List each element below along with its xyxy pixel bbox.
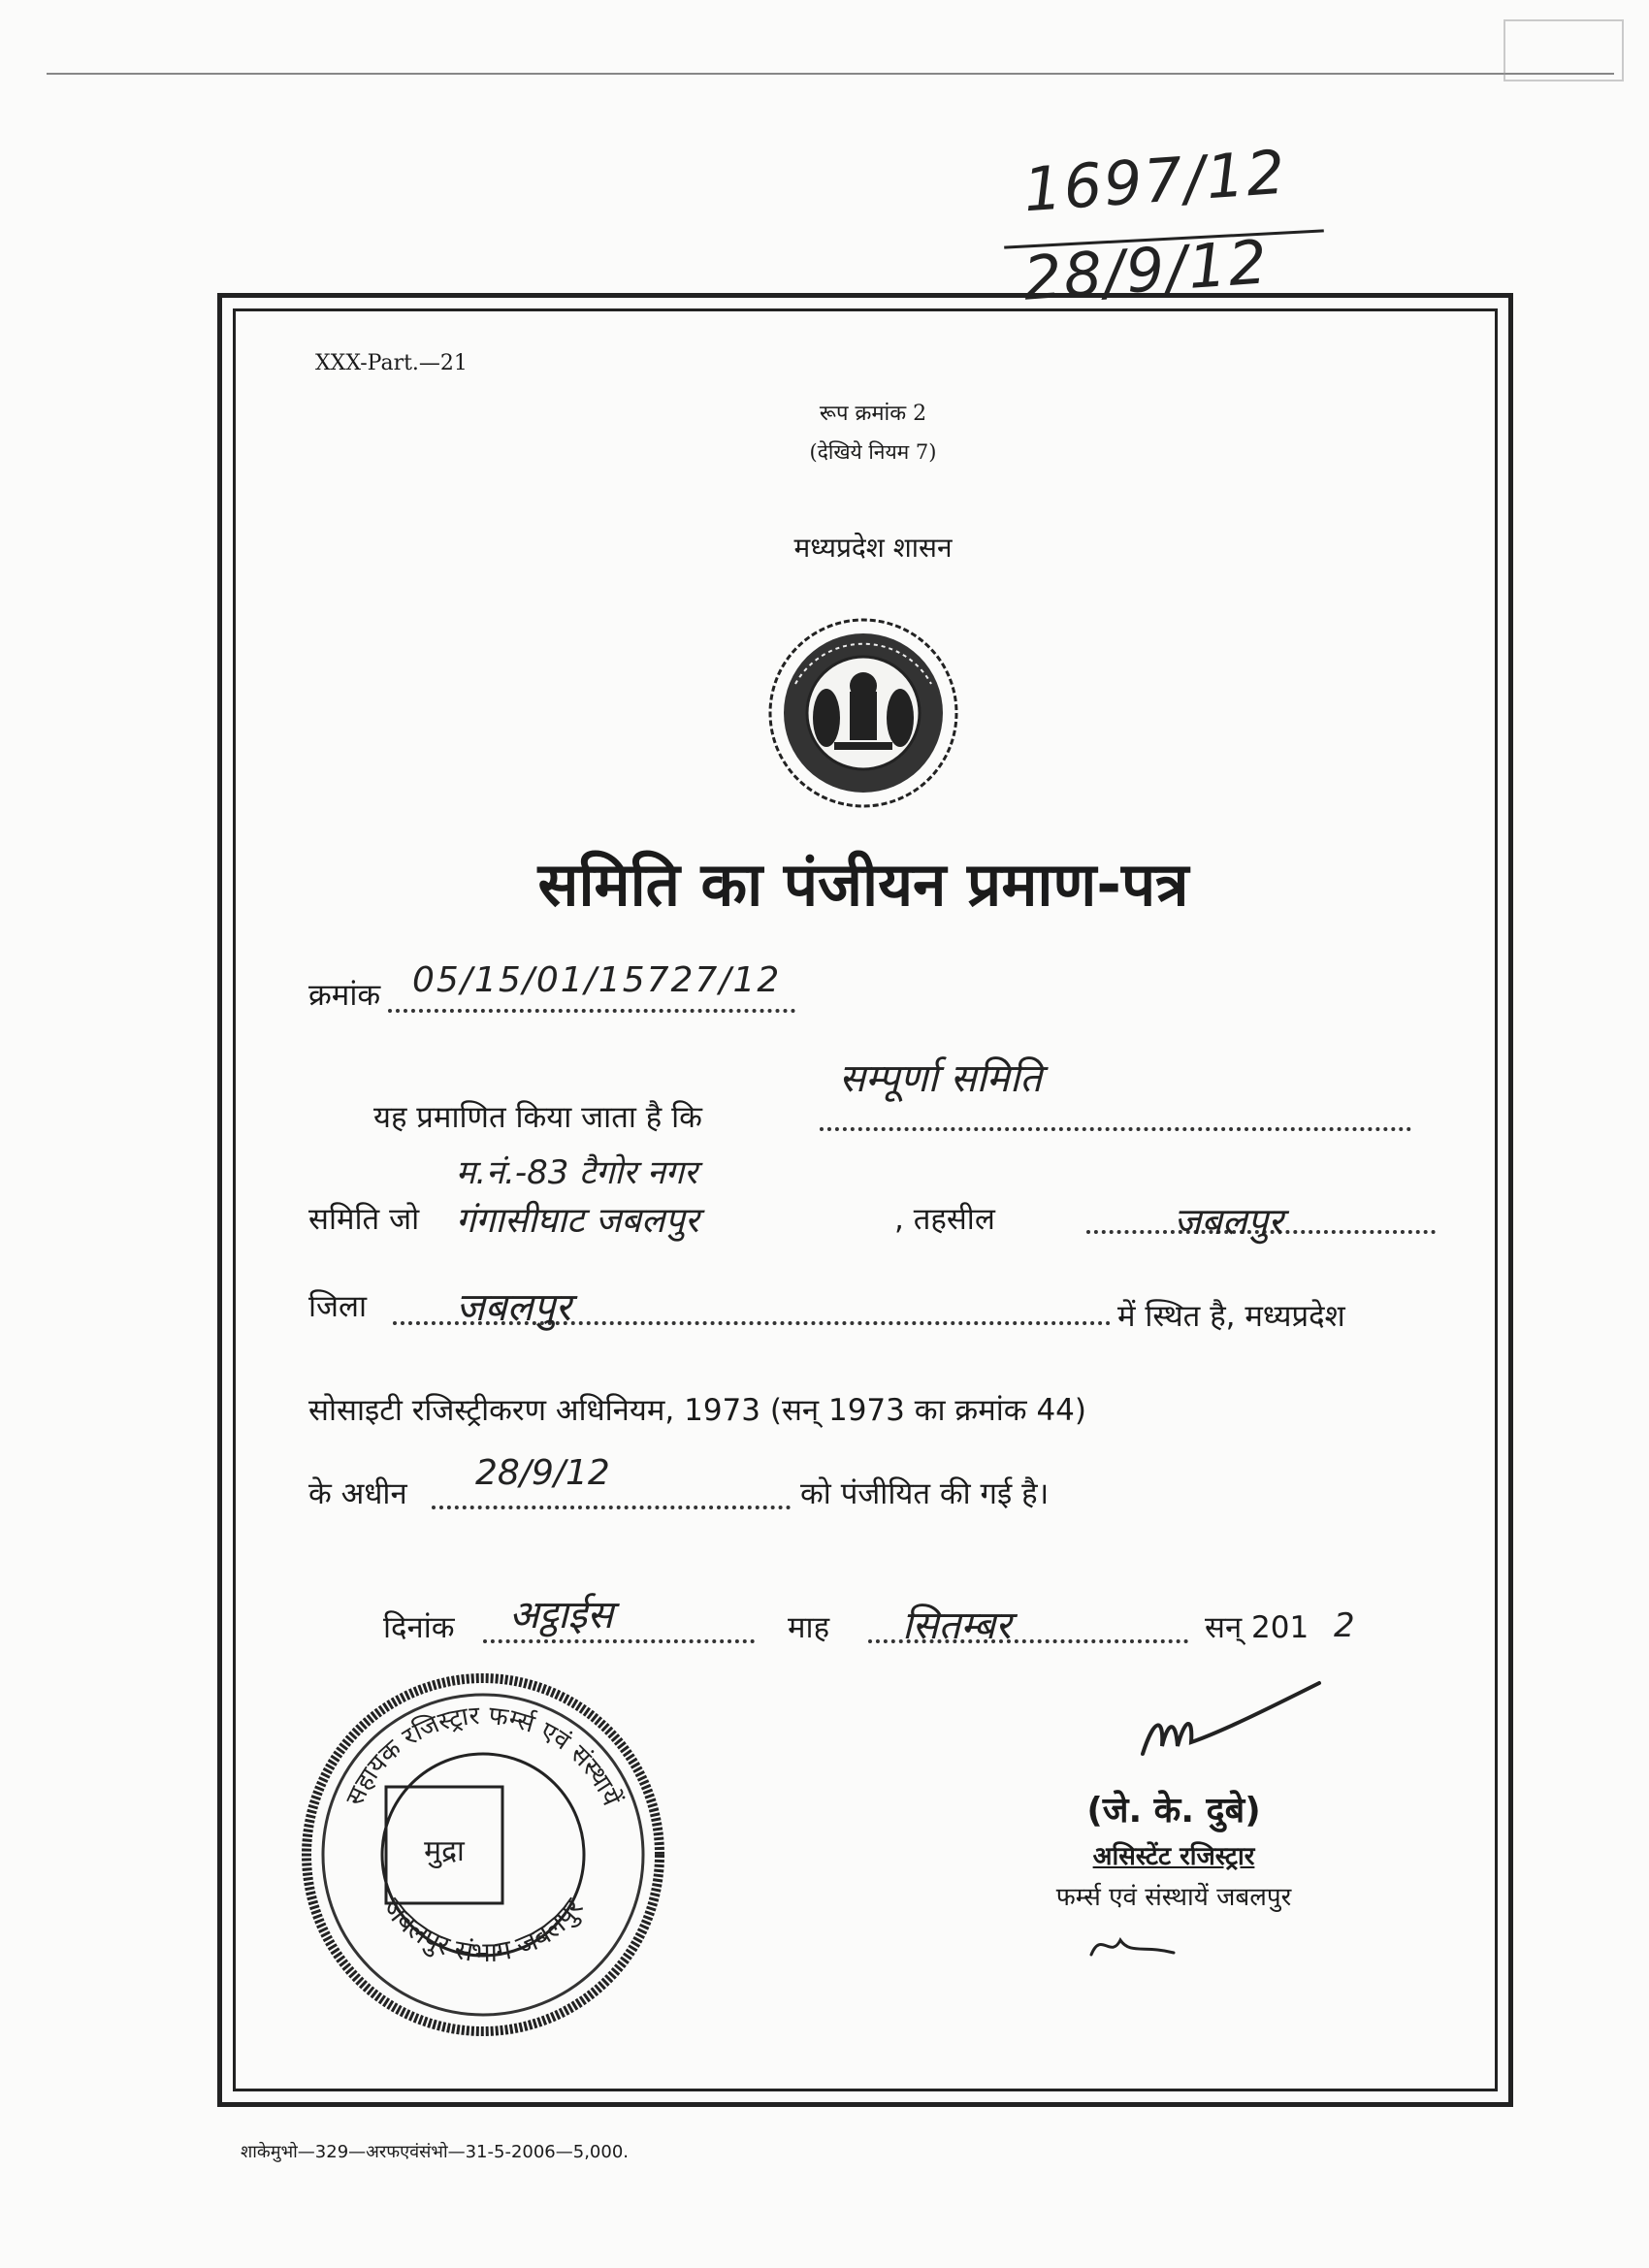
file-date: 28/9/12	[1020, 226, 1272, 314]
month-value: सितम्बर	[902, 1604, 1012, 1648]
form-number: रूप क्रमांक 2	[819, 402, 927, 426]
scan-edge-line	[47, 73, 1614, 75]
form-code: XXX-Part.—21	[315, 351, 468, 375]
address-line-2: गंगासीघाट जबलपुर	[456, 1201, 699, 1241]
official-seal-icon	[299, 1670, 667, 2039]
file-number: 1697/12	[1020, 136, 1289, 226]
initials-scrawl	[1086, 1926, 1183, 1964]
serial-dotted-line	[388, 1009, 795, 1013]
serial-label: क्रमांक	[308, 978, 381, 1013]
registration-date: 28/9/12	[475, 1453, 610, 1493]
act-text: सोसाइटी रजिस्ट्रीकरण अधिनियम, 1973 (सन् 1973 का क्रमांक 44)	[308, 1393, 1086, 1428]
svg-text:सहायक रजिस्ट्रार फर्म्स एवं सं	[340, 1701, 627, 1811]
society-name: सम्पूर्णा समिति	[839, 1056, 1042, 1101]
rule-reference: (देखिये नियम 7)	[809, 440, 937, 464]
seal-center-text: मुद्रा	[424, 1834, 465, 1868]
year-value: 2	[1334, 1606, 1355, 1645]
handwritten-file-number	[1004, 136, 1324, 314]
page-title: समिति का पंजीयन प्रमाण-पत्र	[537, 849, 1189, 920]
located-text: में स्थित है, मध्यप्रदेश	[1117, 1299, 1345, 1334]
date-label: दिनांक	[383, 1610, 455, 1645]
registered-text: को पंजीयित की गई है।	[800, 1476, 1050, 1511]
date-value: अट्ठाईस	[509, 1593, 614, 1637]
state-emblem-icon	[766, 616, 960, 810]
tehsil-label: , तहसील	[894, 1202, 995, 1237]
under-label: के अधीन	[308, 1476, 407, 1511]
samiti-label: समिति जो	[308, 1202, 420, 1237]
month-label: माह	[788, 1610, 830, 1645]
signatory-office: फर्म्स एवं संस्थायें जबलपुर	[1055, 1883, 1292, 1912]
seal-ring-text: सहायक रजिस्ट्रार फर्म्स एवं संस्थायें	[340, 1701, 627, 1811]
society-dotted-line	[820, 1127, 1411, 1131]
serial-value: 05/15/01/15727/12	[412, 960, 782, 1000]
signatory-name: (जे. के. दुबे)	[1086, 1791, 1261, 1831]
print-footer: शाकेमुभो—329—अरफएवंसंभो—31-5-2006—5,000.	[241, 2142, 630, 2162]
seal-bottom-text: जबलपुर संभाग जबलपुर	[376, 1892, 590, 1969]
signatory-role: असिस्टेंट रजिस्ट्रार	[1092, 1842, 1255, 1871]
date-dotted-line	[483, 1639, 755, 1643]
address-line-1: म.नं.-83 टैगोर नगर	[456, 1153, 697, 1192]
registration-date-dotted-line	[432, 1506, 791, 1509]
signature-scrawl	[1135, 1678, 1329, 1775]
tehsil-value: जबलपुर	[1174, 1200, 1283, 1243]
district-label: जिला	[308, 1289, 368, 1324]
certify-label: यह प्रमाणित किया जाता है कि	[373, 1100, 702, 1135]
district-value: जबलपुर	[456, 1285, 571, 1330]
government-heading: मध्यप्रदेश शासन	[793, 532, 953, 564]
year-label: सन् 201	[1205, 1610, 1310, 1645]
scan-artifact	[1504, 19, 1624, 81]
